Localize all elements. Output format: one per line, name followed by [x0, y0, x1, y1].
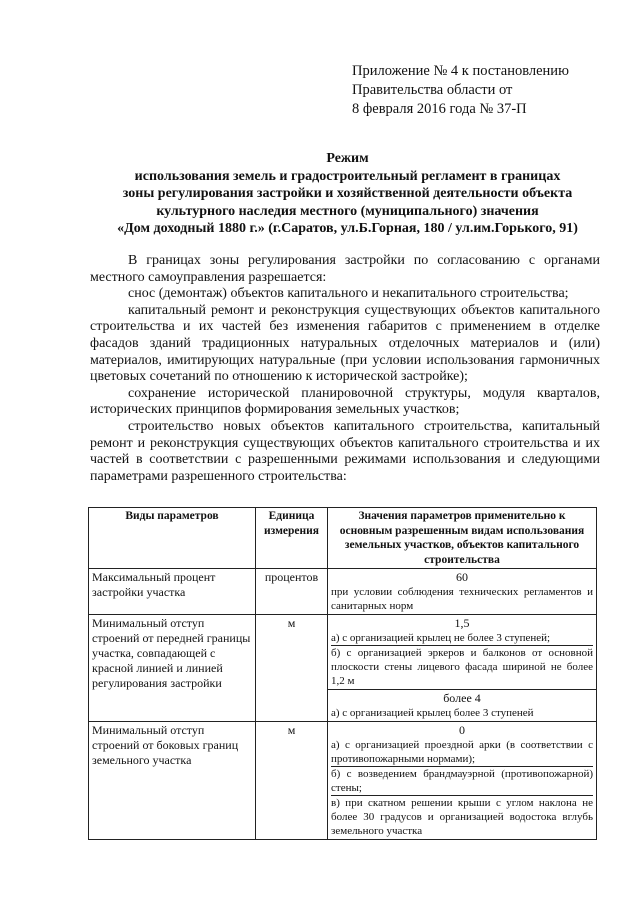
parameters-table: [88, 507, 597, 840]
param-name: Минимальный отступ строений от передней границы участка, совпадающей с красной линией и линией регулирования застройки: [89, 615, 256, 722]
paragraph: снос (демонтаж) объектов капитального и некапитального строительства;: [128, 286, 569, 302]
title-line-5: «Дом доходный 1880 г.» (г.Саратов, ул.Б.Горная, 180 / ул.им.Горького, 91): [117, 221, 578, 236]
param-note: при условии соблюдения технических регламентов и санитарных норм: [331, 586, 593, 612]
title-line-4: культурного наследия местного (муниципального) значения: [156, 203, 539, 219]
table-header-row: [89, 508, 597, 569]
param-name: Минимальный отступ строений от боковых границ земельного участка: [89, 722, 256, 840]
table-row: [89, 722, 597, 840]
paragraph: сохранение исторической планировочной структуры, модуля кварталов, исторических принципов формирования земельных участков;: [90, 385, 600, 418]
param-name: Максимальный процент застройки участка: [89, 569, 256, 615]
table-row: [89, 615, 597, 722]
document-header: [352, 62, 569, 119]
header-unit: Единица измерения: [256, 508, 328, 569]
param-value-cell: [328, 569, 597, 615]
paragraph: В границах зоны регулирования застройки по согласованию с органами местного самоуправления разрешается:: [90, 253, 600, 285]
param-value-cell: [328, 615, 597, 722]
document-title: [90, 150, 605, 238]
header-values: Значения параметров применительно к основным разрешенным видам использования земельных участков, объектов капитального строительства: [328, 508, 597, 569]
paragraph: капитальный ремонт и реконструкция существующих объектов капитального строительства и их частей без изменения габаритов с применением в отделке фасадов зданий традиционных натуральных отделочных материалов и (или) материалов, имитирующих натуральные (при условии использования гармоничных цветовых сочетаний по отношению к исторической застройке);: [90, 302, 600, 385]
param-value: более 4: [443, 691, 481, 705]
table-row: [89, 569, 597, 615]
param-value: 60: [456, 570, 468, 584]
param-value: 1,5: [454, 616, 470, 630]
document-body: [90, 253, 600, 485]
param-unit: м: [256, 722, 328, 840]
param-note: а) с организацией крылец не более 3 ступеней;: [331, 631, 593, 646]
param-note: а) с организацией проездной арки (в соответствии с противопожарными нормами);: [331, 739, 593, 765]
header-line-2: Правительства области от: [352, 82, 513, 98]
param-note: б) с организацией эркеров и балконов от основной плоскости стены лицевого фасада шириной не более 1,2 м: [331, 647, 593, 687]
title-line-1: Режим: [326, 151, 369, 166]
header-param-type: Виды параметров: [89, 508, 256, 569]
param-value-cell: [328, 722, 597, 840]
paragraph: строительство новых объектов капитального строительства, капитальный ремонт и реконструкция существующих объектов капитального строительства и их частей в соответствии с разрешенными режимами использования и следующими параметрами разрешенного строительства:: [90, 418, 600, 484]
param-unit: м: [256, 615, 328, 722]
param-unit: процентов: [256, 569, 328, 615]
title-line-3: зоны регулирования застройки и хозяйственной деятельности объекта: [122, 186, 573, 201]
param-note: в) при скатном решении крыши с углом наклона не более 30 градусов и организацией водостока вглубь земельного участка: [331, 797, 593, 837]
param-note: а) с организацией крылец более 3 ступеней: [331, 707, 534, 719]
param-value: 0: [459, 723, 465, 737]
title-line-2: использования земель и градостроительный регламент в границах: [134, 168, 561, 184]
header-line-3: 8 февраля 2016 года № 37-П: [352, 101, 527, 117]
header-line-1: Приложение № 4 к постановлению: [352, 63, 569, 79]
param-note: б) с возведением брандмауэрной (противопожарной) стены;: [331, 768, 593, 794]
